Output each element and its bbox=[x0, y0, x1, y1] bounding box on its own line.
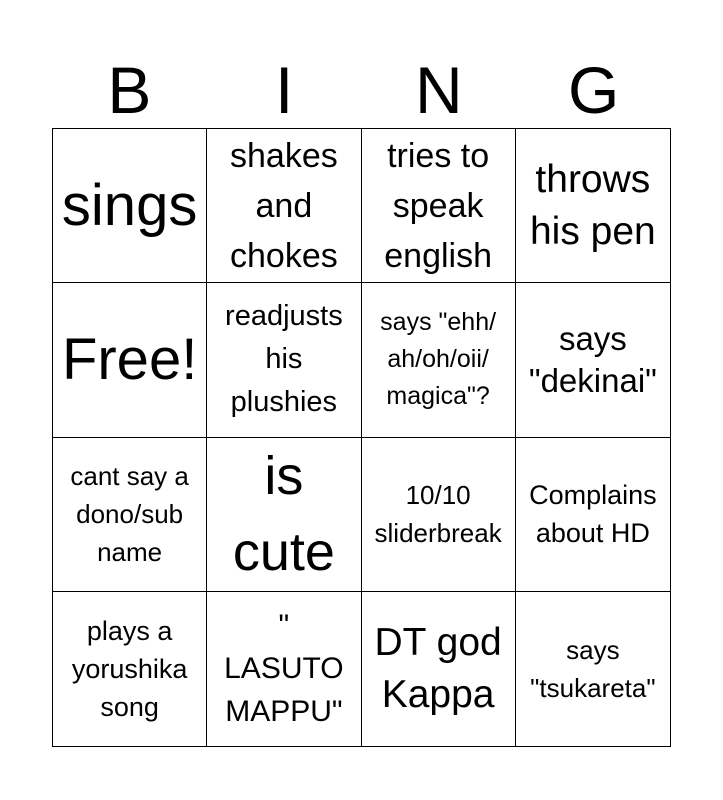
bingo-cell[interactable]: is cute bbox=[207, 438, 361, 592]
bingo-cell[interactable]: sings bbox=[53, 129, 207, 283]
bingo-cell[interactable]: plays a yorushika song bbox=[53, 592, 207, 746]
bingo-cell[interactable]: says "tsukareta" bbox=[530, 634, 656, 703]
header-letter-g: G bbox=[567, 53, 620, 127]
bingo-cell[interactable]: Complains about HD bbox=[516, 438, 670, 592]
bingo-cell[interactable]: cant say a dono/sub name bbox=[53, 438, 207, 592]
header-letter-b: B bbox=[107, 53, 152, 127]
bingo-cell[interactable]: throws his pen bbox=[516, 129, 670, 283]
bingo-board bbox=[52, 128, 671, 747]
bingo-header bbox=[52, 52, 671, 128]
header-letter-n: N bbox=[415, 53, 463, 127]
bingo-cell[interactable]: tries to speak english bbox=[362, 129, 516, 283]
bingo-cell[interactable]: DT god Kappa bbox=[362, 592, 516, 746]
header-letter-i: I bbox=[274, 53, 294, 127]
bingo-cell[interactable]: " LASUTO MAPPU" bbox=[207, 592, 361, 746]
bingo-cell[interactable]: 10/10 sliderbreak bbox=[362, 438, 516, 592]
bingo-cell[interactable]: readjusts his plushies bbox=[207, 283, 361, 437]
bingo-cell[interactable]: says "ehh/ ah/oh/oii/ magica"? bbox=[362, 283, 516, 437]
bingo-cell[interactable]: says "dekinai" bbox=[516, 283, 670, 437]
bingo-cell[interactable]: shakes and chokes bbox=[207, 129, 361, 283]
free-cell[interactable]: Free! bbox=[53, 283, 207, 437]
